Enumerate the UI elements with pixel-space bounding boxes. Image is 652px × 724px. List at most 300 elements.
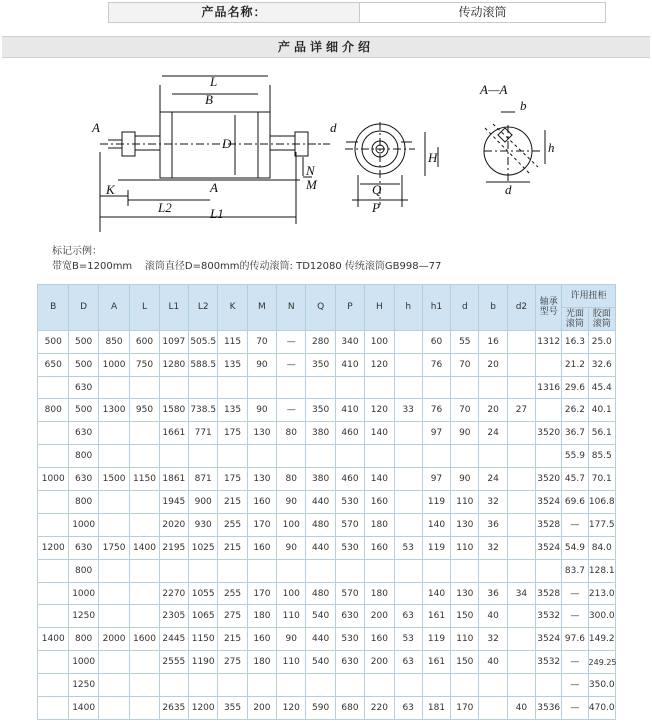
table-cell: 160 [365, 491, 394, 514]
table-row [38, 605, 616, 628]
table-cell: 1000 [69, 651, 98, 674]
table-cell: 570 [335, 582, 364, 605]
table-cell: 2195 [159, 536, 188, 559]
table-cell: 460 [335, 422, 364, 445]
table-row [38, 628, 616, 651]
table-cell: 2000 [98, 628, 129, 651]
table-cell: 480 [306, 582, 335, 605]
table-cell: 32.6 [588, 353, 615, 376]
table-cell: 1055 [189, 582, 218, 605]
table-cell: 40 [479, 605, 507, 628]
table-cell: 1150 [130, 468, 159, 491]
table-cell: 590 [306, 697, 335, 720]
table-cell [38, 491, 69, 514]
table-cell: 500 [69, 330, 98, 353]
table-cell: 140 [365, 422, 394, 445]
table-row [38, 513, 616, 536]
table-cell: 1000 [98, 353, 129, 376]
table-cell [38, 674, 69, 697]
table-cell [451, 445, 479, 468]
table-cell [218, 376, 247, 399]
table-cell: 160 [247, 491, 276, 514]
table-row [38, 445, 616, 468]
table-cell: 540 [306, 605, 335, 628]
table-cell: 24 [479, 468, 507, 491]
table-cell [38, 376, 69, 399]
table-cell: 1250 [69, 605, 98, 628]
table-cell: 70 [451, 399, 479, 422]
table-cell [130, 697, 159, 720]
table-cell: 60 [422, 330, 450, 353]
product-name-value: 传动滚筒 [359, 3, 605, 22]
table-cell: 680 [335, 697, 364, 720]
table-cell: 410 [335, 353, 364, 376]
table-cell: 1025 [189, 536, 218, 559]
table-cell: 2555 [159, 651, 188, 674]
table-cell [306, 376, 335, 399]
table-cell [159, 376, 188, 399]
table-cell: 2635 [159, 697, 188, 720]
table-cell [507, 422, 535, 445]
table-cell: 110 [451, 628, 479, 651]
table-cell: 27 [507, 399, 535, 422]
table-cell: 53 [394, 628, 422, 651]
table-cell: 1280 [159, 353, 188, 376]
table-cell [130, 582, 159, 605]
table-cell [277, 376, 306, 399]
th-l: L [130, 285, 159, 331]
table-cell [98, 697, 129, 720]
product-name-bar [108, 2, 606, 23]
table-cell: 630 [69, 536, 98, 559]
table-cell: 130 [451, 513, 479, 536]
table-cell [189, 376, 218, 399]
th-rubber: 胶面滚筒 [588, 307, 615, 330]
table-cell: 110 [451, 536, 479, 559]
table-cell: 128.1 [588, 559, 615, 582]
table-cell: 161 [422, 605, 450, 628]
table-cell: 40 [479, 651, 507, 674]
table-cell: 84.0 [588, 536, 615, 559]
th-k: K [218, 285, 247, 331]
table-cell [365, 674, 394, 697]
table-cell: 380 [306, 422, 335, 445]
table-cell: 750 [130, 353, 159, 376]
table-cell: 160 [365, 536, 394, 559]
table-cell: 180 [365, 582, 394, 605]
table-cell: — [562, 697, 588, 720]
table-cell [306, 559, 335, 582]
table-cell [479, 559, 507, 582]
table-cell [98, 559, 129, 582]
diagram-label-a-section: A [92, 120, 100, 135]
table-cell: 1300 [98, 399, 129, 422]
table-cell: 90 [247, 353, 276, 376]
table-cell [536, 445, 562, 468]
table-cell: 3520 [536, 422, 562, 445]
table-cell [189, 559, 218, 582]
table-cell [394, 422, 422, 445]
table-cell: 630 [335, 605, 364, 628]
table-cell: 1580 [159, 399, 188, 422]
table-cell: 63 [394, 605, 422, 628]
table-cell [38, 445, 69, 468]
th-q: Q [306, 285, 335, 331]
table-cell [394, 674, 422, 697]
table-cell: 500 [69, 399, 98, 422]
th-d-small: d [451, 285, 479, 331]
table-cell: 90 [277, 491, 306, 514]
table-cell: 69.6 [562, 491, 588, 514]
table-cell: 630 [335, 651, 364, 674]
table-cell [38, 513, 69, 536]
table-cell [130, 376, 159, 399]
table-cell: 55.9 [562, 445, 588, 468]
th-m: M [247, 285, 276, 331]
table-cell: 63 [394, 651, 422, 674]
table-cell: 800 [38, 399, 69, 422]
table-cell: 3536 [536, 697, 562, 720]
table-cell: 90 [277, 628, 306, 651]
table-cell [536, 399, 562, 422]
table-cell [98, 491, 129, 514]
table-cell [130, 491, 159, 514]
table-cell: 3520 [536, 468, 562, 491]
table-cell [38, 582, 69, 605]
table-cell: 120 [365, 399, 394, 422]
table-cell: 470.0 [588, 697, 615, 720]
table-cell: 215 [218, 491, 247, 514]
table-cell [451, 376, 479, 399]
table-cell [507, 468, 535, 491]
table-cell: 170 [247, 582, 276, 605]
table-cell: 106.8 [588, 491, 615, 514]
table-cell: 40 [507, 697, 535, 720]
example-title: 标记示例： [52, 246, 102, 257]
table-cell: 36.7 [562, 422, 588, 445]
table-cell [365, 376, 394, 399]
table-cell: 119 [422, 628, 450, 651]
table-cell: 80 [277, 468, 306, 491]
table-cell [479, 697, 507, 720]
table-cell [159, 445, 188, 468]
table-cell: 200 [247, 697, 276, 720]
table-cell [247, 445, 276, 468]
table-cell: 1150 [189, 628, 218, 651]
table-cell: 161 [422, 651, 450, 674]
th-torque: 许用扭柜 [562, 285, 616, 308]
table-row [38, 651, 616, 674]
table-cell: 1500 [98, 468, 129, 491]
th-h1: h1 [422, 285, 450, 331]
table-cell: 21.2 [562, 353, 588, 376]
table-cell: — [562, 582, 588, 605]
table-cell: 1316 [536, 376, 562, 399]
table-cell: 70.1 [588, 468, 615, 491]
table-cell: — [277, 353, 306, 376]
table-cell: 600 [130, 330, 159, 353]
table-cell [507, 559, 535, 582]
table-cell [38, 605, 69, 628]
table-cell: 175 [218, 468, 247, 491]
table-cell: 54.9 [562, 536, 588, 559]
table-cell: 16 [479, 330, 507, 353]
diagram-label-l2: L2 [158, 200, 172, 215]
table-cell [98, 605, 129, 628]
table-cell: — [277, 399, 306, 422]
table-cell: 80 [277, 422, 306, 445]
table-cell: 215 [218, 536, 247, 559]
table-cell: 120 [365, 353, 394, 376]
table-cell: 53 [394, 536, 422, 559]
table-cell: 130 [247, 422, 276, 445]
table-cell [536, 353, 562, 376]
table-cell [451, 674, 479, 697]
table-cell: 56.1 [588, 422, 615, 445]
table-cell: 34 [507, 582, 535, 605]
table-cell: 1000 [69, 582, 98, 605]
diagram-label-h: H [428, 150, 438, 165]
table-cell: 460 [335, 468, 364, 491]
table-cell [507, 651, 535, 674]
table-cell: — [277, 330, 306, 353]
table-cell: 350 [306, 399, 335, 422]
table-cell: 97 [422, 422, 450, 445]
table-cell: 170 [247, 513, 276, 536]
table-cell: 200 [365, 651, 394, 674]
diagram-label-d-shaft: d [330, 120, 337, 135]
table-cell [247, 559, 276, 582]
table-cell [130, 605, 159, 628]
th-l1: L1 [159, 285, 188, 331]
table-cell [507, 628, 535, 651]
table-cell: 70 [451, 353, 479, 376]
table-cell [394, 582, 422, 605]
table-cell: 215 [218, 628, 247, 651]
table-cell: 3528 [536, 513, 562, 536]
diagram-label-q: Q [372, 182, 382, 197]
table-cell: 85.5 [588, 445, 615, 468]
table-cell: 119 [422, 536, 450, 559]
table-cell [479, 376, 507, 399]
th-smooth: 光面滚筒 [562, 307, 588, 330]
table-cell [189, 674, 218, 697]
table-cell: 180 [247, 651, 276, 674]
table-cell: 900 [189, 491, 218, 514]
table-cell: 33 [394, 399, 422, 422]
table-cell: 1400 [38, 628, 69, 651]
table-cell [394, 330, 422, 353]
table-cell: 181 [422, 697, 450, 720]
table-cell: 20 [479, 353, 507, 376]
table-cell: 930 [189, 513, 218, 536]
table-cell: 1000 [38, 468, 69, 491]
table-cell: 110 [277, 605, 306, 628]
table-cell: 530 [335, 536, 364, 559]
table-cell [335, 559, 364, 582]
table-cell [422, 559, 450, 582]
table-cell: 871 [189, 468, 218, 491]
table-cell: 630 [69, 422, 98, 445]
table-cell: 90 [451, 422, 479, 445]
table-cell: 140 [422, 513, 450, 536]
table-cell: 1400 [69, 697, 98, 720]
table-cell [422, 376, 450, 399]
diagram-label-l: L [210, 74, 218, 89]
table-cell: 32 [479, 628, 507, 651]
table-cell: 76 [422, 399, 450, 422]
table-cell: 771 [189, 422, 218, 445]
table-cell [38, 559, 69, 582]
table-cell: 1661 [159, 422, 188, 445]
table-row [38, 491, 616, 514]
table-cell: 200 [365, 605, 394, 628]
diagram-label-m: M [306, 177, 317, 192]
table-cell: 3528 [536, 582, 562, 605]
table-cell [507, 605, 535, 628]
table-cell [98, 582, 129, 605]
table-cell [38, 651, 69, 674]
table-cell [159, 674, 188, 697]
table-cell: 1750 [98, 536, 129, 559]
table-cell: 480 [306, 513, 335, 536]
table-cell: 140 [365, 468, 394, 491]
table-cell [507, 674, 535, 697]
table-cell: 100 [365, 330, 394, 353]
table-cell: 1190 [189, 651, 218, 674]
table-cell [507, 513, 535, 536]
table-cell: 950 [130, 399, 159, 422]
table-cell: 850 [98, 330, 129, 353]
table-cell: 1097 [159, 330, 188, 353]
table-cell: 115 [218, 330, 247, 353]
table-cell: 1000 [69, 513, 98, 536]
th-d: D [69, 285, 98, 331]
table-cell: 440 [306, 536, 335, 559]
th-p: P [335, 285, 364, 331]
table-row [38, 422, 616, 445]
table-cell: 32 [479, 536, 507, 559]
table-row [38, 330, 616, 353]
table-cell: 1250 [69, 674, 98, 697]
table-cell [507, 376, 535, 399]
table-cell: 500 [38, 330, 69, 353]
table-cell: 570 [335, 513, 364, 536]
table-cell: 255 [218, 582, 247, 605]
table-cell [536, 674, 562, 697]
drum-technical-drawing [90, 72, 570, 234]
table-cell: 588.5 [189, 353, 218, 376]
table-cell [130, 651, 159, 674]
table-row [38, 559, 616, 582]
table-row [38, 697, 616, 720]
table-cell: 90 [451, 468, 479, 491]
table-cell: 140 [422, 582, 450, 605]
table-cell: 36 [479, 582, 507, 605]
table-cell: 1861 [159, 468, 188, 491]
table-cell: 300.0 [588, 605, 615, 628]
table-cell: 2305 [159, 605, 188, 628]
table-cell: 97 [422, 468, 450, 491]
table-cell [422, 445, 450, 468]
diagram-label-p: P [372, 200, 380, 215]
diagram-label-l1: L1 [210, 206, 224, 221]
table-cell: 650 [38, 353, 69, 376]
th-bearing: 轴承型号 [536, 285, 562, 331]
table-cell [335, 674, 364, 697]
table-cell: 55 [451, 330, 479, 353]
table-cell: 45.4 [588, 376, 615, 399]
table-cell: 135 [218, 353, 247, 376]
table-cell [335, 376, 364, 399]
table-cell: 800 [69, 445, 98, 468]
table-cell: 100 [277, 513, 306, 536]
table-cell: 350 [306, 353, 335, 376]
table-cell [479, 674, 507, 697]
table-cell: 275 [218, 651, 247, 674]
diagram-label-b-key: b [520, 98, 527, 113]
table-cell: 26.2 [562, 399, 588, 422]
table-cell [507, 536, 535, 559]
table-cell [38, 422, 69, 445]
diagram-label-b: B [205, 92, 213, 107]
table-cell: 1400 [130, 536, 159, 559]
table-cell [277, 559, 306, 582]
table-cell [277, 674, 306, 697]
table-cell: 630 [69, 376, 98, 399]
table-cell: 440 [306, 491, 335, 514]
table-cell: 2270 [159, 582, 188, 605]
table-cell: 40.1 [588, 399, 615, 422]
table-cell: — [562, 513, 588, 536]
table-cell: 130 [451, 582, 479, 605]
table-cell: 110 [451, 491, 479, 514]
spec-table [37, 284, 616, 720]
table-cell [365, 559, 394, 582]
table-row [38, 582, 616, 605]
diagram-label-k: K [106, 182, 115, 197]
table-cell [98, 674, 129, 697]
table-cell: 150 [451, 651, 479, 674]
table-cell: 97.6 [562, 628, 588, 651]
th-h-small: h [394, 285, 422, 331]
table-cell: 1200 [38, 536, 69, 559]
table-cell [189, 445, 218, 468]
table-cell: 530 [335, 628, 364, 651]
table-cell: 130 [247, 468, 276, 491]
table-cell: 530 [335, 491, 364, 514]
table-cell: 160 [365, 628, 394, 651]
table-cell: 90 [277, 536, 306, 559]
table-cell: — [562, 674, 588, 697]
table-cell: — [562, 605, 588, 628]
table-cell [306, 445, 335, 468]
th-d2: d2 [507, 285, 535, 331]
table-cell: 1200 [189, 697, 218, 720]
product-name-label: 产品名称： [201, 5, 267, 19]
table-cell: 25.0 [588, 330, 615, 353]
table-cell: 800 [69, 491, 98, 514]
table-cell: 135 [218, 399, 247, 422]
table-cell: 3524 [536, 491, 562, 514]
table-cell: 110 [277, 651, 306, 674]
table-cell: 150 [451, 605, 479, 628]
table-cell: 280 [306, 330, 335, 353]
table-cell: 800 [69, 628, 98, 651]
table-cell [130, 513, 159, 536]
table-cell [218, 445, 247, 468]
table-cell: 180 [365, 513, 394, 536]
